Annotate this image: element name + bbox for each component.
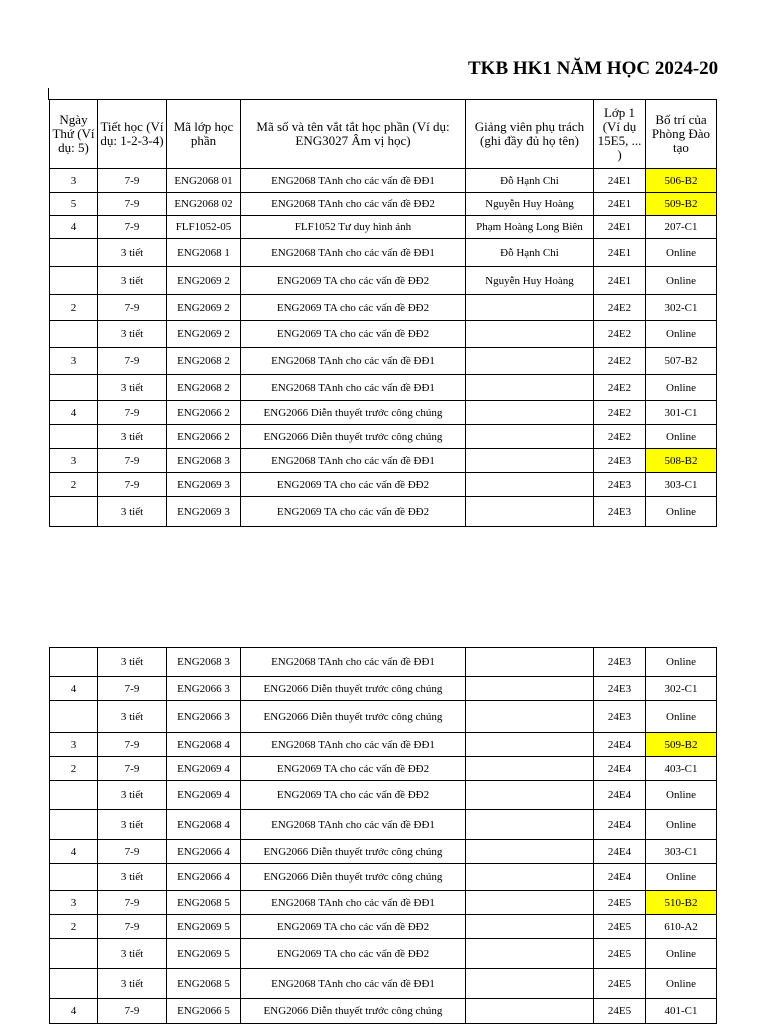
cell-course: FLF1052 Tư duy hình ảnh [241, 216, 466, 239]
cell-course: ENG2066 Diễn thuyết trước công chúng [241, 840, 466, 864]
cell-day [50, 239, 98, 267]
cell-class: 24E4 [594, 757, 646, 781]
table-row [50, 864, 717, 891]
header-class-code: Mã lớp học phần [167, 100, 241, 169]
table-row [50, 810, 717, 840]
cell-period: 3 tiết [98, 864, 167, 891]
cell-class-code: ENG2069 4 [167, 757, 241, 781]
cell-course: ENG2068 TAnh cho các vấn đề ĐĐ1 [241, 348, 466, 375]
cell-period: 7-9 [98, 216, 167, 239]
cell-room: Online [646, 321, 717, 348]
cell-lecturer [466, 348, 594, 375]
cell-room: 610-A2 [646, 915, 717, 939]
cell-course: ENG2069 TA cho các vấn đề ĐĐ2 [241, 781, 466, 810]
cell-lecturer [466, 781, 594, 810]
cell-day: 4 [50, 677, 98, 701]
cell-period: 3 tiết [98, 497, 167, 527]
cell-class: 24E4 [594, 840, 646, 864]
cell-day [50, 375, 98, 401]
cell-period: 3 tiết [98, 239, 167, 267]
cell-room: Online [646, 939, 717, 969]
cell-room: Online [646, 810, 717, 840]
cell-lecturer [466, 401, 594, 425]
cell-lecturer [466, 449, 594, 473]
cell-class-code: ENG2068 5 [167, 969, 241, 999]
table-row [50, 915, 717, 939]
table-row [50, 701, 717, 733]
header-day: Ngày Thứ (Ví dụ: 5) [50, 100, 98, 169]
header-row [50, 100, 717, 169]
cell-class-code: ENG2068 4 [167, 733, 241, 757]
cell-class-code: ENG2068 2 [167, 375, 241, 401]
cell-class: 24E3 [594, 701, 646, 733]
schedule-table-lower [49, 647, 717, 1024]
table-row [50, 939, 717, 969]
cell-class: 24E1 [594, 216, 646, 239]
cell-room: 207-C1 [646, 216, 717, 239]
cell-lecturer [466, 375, 594, 401]
table-row [50, 473, 717, 497]
table-row [50, 449, 717, 473]
cell-period: 3 tiết [98, 375, 167, 401]
cell-class: 24E1 [594, 169, 646, 193]
cell-course: ENG2069 TA cho các vấn đề ĐĐ2 [241, 267, 466, 295]
cell-class: 24E5 [594, 915, 646, 939]
cell-class: 24E2 [594, 348, 646, 375]
schedule-body-upper [50, 169, 717, 527]
cell-room: 301-C1 [646, 401, 717, 425]
cell-lecturer [466, 701, 594, 733]
cell-class: 24E5 [594, 969, 646, 999]
cell-period: 3 tiết [98, 810, 167, 840]
cell-class: 24E3 [594, 473, 646, 497]
cell-class-code: ENG2068 02 [167, 193, 241, 216]
cell-period: 7-9 [98, 193, 167, 216]
cell-class-code: ENG2069 5 [167, 915, 241, 939]
cell-course: ENG2066 Diễn thuyết trước công chúng [241, 677, 466, 701]
cell-lecturer [466, 321, 594, 348]
cell-course: ENG2068 TAnh cho các vấn đề ĐĐ1 [241, 449, 466, 473]
cell-course: ENG2068 TAnh cho các vấn đề ĐĐ1 [241, 239, 466, 267]
table-row [50, 999, 717, 1024]
cell-period: 7-9 [98, 891, 167, 915]
cell-period: 7-9 [98, 401, 167, 425]
cell-period: 7-9 [98, 999, 167, 1024]
cell-course: ENG2069 TA cho các vấn đề ĐĐ2 [241, 915, 466, 939]
cell-room: 509-B2 [646, 733, 717, 757]
cell-day: 3 [50, 891, 98, 915]
table-row [50, 401, 717, 425]
cell-class: 24E3 [594, 449, 646, 473]
cell-room: 303-C1 [646, 840, 717, 864]
header-class: Lớp 1 (Ví dụ 15E5, ... ) [594, 100, 646, 169]
cell-course: ENG2068 TAnh cho các vấn đề ĐĐ1 [241, 810, 466, 840]
cell-course: ENG2069 TA cho các vấn đề ĐĐ2 [241, 497, 466, 527]
cell-course: ENG2068 TAnh cho các vấn đề ĐĐ1 [241, 733, 466, 757]
table-row [50, 216, 717, 239]
cell-day [50, 810, 98, 840]
cell-lecturer [466, 999, 594, 1024]
cell-period: 7-9 [98, 169, 167, 193]
cell-course: ENG2069 TA cho các vấn đề ĐĐ2 [241, 295, 466, 321]
cell-period: 3 tiết [98, 321, 167, 348]
cell-day: 4 [50, 401, 98, 425]
cell-course: ENG2066 Diễn thuyết trước công chúng [241, 401, 466, 425]
cell-day: 3 [50, 348, 98, 375]
schedule-table-upper [49, 99, 717, 527]
header-course: Mã số và tên vắt tắt học phần (Ví dụ: ENG3027 Âm vị học) [241, 100, 466, 169]
table-row [50, 969, 717, 999]
table-row [50, 321, 717, 348]
cell-course: ENG2066 Diễn thuyết trước công chúng [241, 864, 466, 891]
cell-class: 24E3 [594, 677, 646, 701]
cell-course: ENG2069 TA cho các vấn đề ĐĐ2 [241, 939, 466, 969]
cell-class-code: ENG2068 01 [167, 169, 241, 193]
cell-course: ENG2066 Diễn thuyết trước công chúng [241, 999, 466, 1024]
cell-lecturer: Phạm Hoàng Long Biên [466, 216, 594, 239]
cell-lecturer: Đỗ Hạnh Chi [466, 239, 594, 267]
cell-class-code: ENG2066 2 [167, 425, 241, 449]
cell-class-code: ENG2069 3 [167, 497, 241, 527]
cell-day: 2 [50, 757, 98, 781]
cell-lecturer [466, 425, 594, 449]
cell-lecturer [466, 473, 594, 497]
schedule-body-lower [50, 648, 717, 1024]
header-period: Tiết học (Ví dụ: 1-2-3-4) [98, 100, 167, 169]
cell-day [50, 425, 98, 449]
cell-room: 302-C1 [646, 295, 717, 321]
header-room: Bố trí của Phòng Đào tạo [646, 100, 717, 169]
cell-class-code: FLF1052-05 [167, 216, 241, 239]
cell-class: 24E5 [594, 939, 646, 969]
cell-room: Online [646, 648, 717, 677]
cell-period: 3 tiết [98, 267, 167, 295]
cell-room: 303-C1 [646, 473, 717, 497]
cell-period: 7-9 [98, 915, 167, 939]
cell-class: 24E2 [594, 295, 646, 321]
cell-room: Online [646, 425, 717, 449]
table-row [50, 169, 717, 193]
cell-period: 3 tiết [98, 939, 167, 969]
cell-class: 24E3 [594, 648, 646, 677]
cell-day [50, 969, 98, 999]
table-row [50, 295, 717, 321]
cell-course: ENG2069 TA cho các vấn đề ĐĐ2 [241, 473, 466, 497]
cell-class-code: ENG2068 2 [167, 348, 241, 375]
cell-lecturer [466, 891, 594, 915]
cell-class-code: ENG2069 4 [167, 781, 241, 810]
cell-period: 7-9 [98, 348, 167, 375]
cell-period: 3 tiết [98, 781, 167, 810]
cell-room: Online [646, 239, 717, 267]
cell-period: 3 tiết [98, 701, 167, 733]
cell-day [50, 267, 98, 295]
cell-period: 7-9 [98, 733, 167, 757]
cell-period: 3 tiết [98, 648, 167, 677]
cell-room: Online [646, 375, 717, 401]
cell-class-code: ENG2066 2 [167, 401, 241, 425]
cell-day: 3 [50, 733, 98, 757]
cell-day [50, 864, 98, 891]
cell-lecturer: Đỗ Hạnh Chi [466, 169, 594, 193]
cell-lecturer [466, 295, 594, 321]
cell-period: 7-9 [98, 295, 167, 321]
table-row [50, 757, 717, 781]
cell-room: 508-B2 [646, 449, 717, 473]
cell-class: 24E5 [594, 999, 646, 1024]
cell-course: ENG2068 TAnh cho các vấn đề ĐĐ2 [241, 193, 466, 216]
cell-lecturer [466, 840, 594, 864]
table-row [50, 497, 717, 527]
cell-course: ENG2066 Diễn thuyết trước công chúng [241, 701, 466, 733]
cell-day: 2 [50, 915, 98, 939]
cell-lecturer [466, 969, 594, 999]
cell-class: 24E2 [594, 375, 646, 401]
cell-class: 24E4 [594, 781, 646, 810]
cell-class: 24E4 [594, 810, 646, 840]
cell-day: 2 [50, 295, 98, 321]
cell-class-code: ENG2066 3 [167, 677, 241, 701]
cell-room: 506-B2 [646, 169, 717, 193]
cell-course: ENG2068 TAnh cho các vấn đề ĐĐ1 [241, 169, 466, 193]
table-row [50, 375, 717, 401]
cell-class-code: ENG2069 2 [167, 295, 241, 321]
cell-room: Online [646, 497, 717, 527]
cell-room: Online [646, 781, 717, 810]
cell-class: 24E2 [594, 401, 646, 425]
table-row [50, 239, 717, 267]
cell-class-code: ENG2068 4 [167, 810, 241, 840]
cell-class: 24E5 [594, 891, 646, 915]
table-row [50, 267, 717, 295]
cell-class-code: ENG2068 3 [167, 648, 241, 677]
cell-class: 24E3 [594, 497, 646, 527]
cell-room: 509-B2 [646, 193, 717, 216]
cell-lecturer: Nguyễn Huy Hoàng [466, 193, 594, 216]
cell-day: 4 [50, 840, 98, 864]
cell-lecturer [466, 677, 594, 701]
cell-class: 24E4 [594, 864, 646, 891]
table-row [50, 348, 717, 375]
cell-class-code: ENG2069 3 [167, 473, 241, 497]
cell-class-code: ENG2069 2 [167, 267, 241, 295]
cell-period: 7-9 [98, 757, 167, 781]
table-row [50, 840, 717, 864]
cell-course: ENG2068 TAnh cho các vấn đề ĐĐ1 [241, 891, 466, 915]
cell-period: 7-9 [98, 473, 167, 497]
cell-class: 24E1 [594, 267, 646, 295]
cell-room: 403-C1 [646, 757, 717, 781]
cell-period: 7-9 [98, 840, 167, 864]
cell-class-code: ENG2068 1 [167, 239, 241, 267]
cell-day [50, 701, 98, 733]
cell-day: 2 [50, 473, 98, 497]
cell-room: Online [646, 864, 717, 891]
cell-room: 507-B2 [646, 348, 717, 375]
table-row [50, 677, 717, 701]
cell-class-code: ENG2066 5 [167, 999, 241, 1024]
cell-lecturer [466, 915, 594, 939]
cell-class: 24E2 [594, 321, 646, 348]
cell-room: Online [646, 267, 717, 295]
table-row [50, 648, 717, 677]
table-row [50, 891, 717, 915]
cell-day: 4 [50, 999, 98, 1024]
cell-class: 24E4 [594, 733, 646, 757]
table-row [50, 781, 717, 810]
cell-period: 3 tiết [98, 969, 167, 999]
cell-class: 24E2 [594, 425, 646, 449]
cell-lecturer [466, 757, 594, 781]
cell-class-code: ENG2068 5 [167, 891, 241, 915]
cell-class-code: ENG2066 4 [167, 840, 241, 864]
cell-day [50, 781, 98, 810]
cell-course: ENG2069 TA cho các vấn đề ĐĐ2 [241, 757, 466, 781]
cell-course: ENG2069 TA cho các vấn đề ĐĐ2 [241, 321, 466, 348]
cell-period: 3 tiết [98, 425, 167, 449]
cell-day [50, 321, 98, 348]
cell-class: 24E1 [594, 239, 646, 267]
cell-day [50, 648, 98, 677]
cell-period: 7-9 [98, 677, 167, 701]
cell-lecturer [466, 810, 594, 840]
cell-day [50, 497, 98, 527]
table-row [50, 733, 717, 757]
cell-course: ENG2068 TAnh cho các vấn đề ĐĐ1 [241, 375, 466, 401]
cell-lecturer [466, 497, 594, 527]
cell-class: 24E1 [594, 193, 646, 216]
cell-lecturer [466, 939, 594, 969]
cell-room: Online [646, 969, 717, 999]
cell-lecturer [466, 733, 594, 757]
cell-room: 401-C1 [646, 999, 717, 1024]
header-lecturer: Giảng viên phụ trách (ghi đầy đủ họ tên) [466, 100, 594, 169]
cell-lecturer [466, 648, 594, 677]
page-title: TKB HK1 NĂM HỌC 2024-20 [468, 58, 719, 79]
cell-period: 7-9 [98, 449, 167, 473]
cell-room: 302-C1 [646, 677, 717, 701]
cell-lecturer [466, 864, 594, 891]
cell-lecturer: Nguyễn Huy Hoàng [466, 267, 594, 295]
cell-day: 3 [50, 449, 98, 473]
cell-course: ENG2068 TAnh cho các vấn đề ĐĐ1 [241, 969, 466, 999]
cell-class-code: ENG2066 4 [167, 864, 241, 891]
cell-course: ENG2068 TAnh cho các vấn đề ĐĐ1 [241, 648, 466, 677]
cell-day [50, 939, 98, 969]
cell-class-code: ENG2069 5 [167, 939, 241, 969]
cell-day: 3 [50, 169, 98, 193]
cell-class-code: ENG2068 3 [167, 449, 241, 473]
cell-day: 5 [50, 193, 98, 216]
cell-room: 510-B2 [646, 891, 717, 915]
cell-class-code: ENG2066 3 [167, 701, 241, 733]
cell-room: Online [646, 701, 717, 733]
cell-course: ENG2066 Diễn thuyết trước công chúng [241, 425, 466, 449]
cell-class-code: ENG2069 2 [167, 321, 241, 348]
table-row [50, 193, 717, 216]
table-row [50, 425, 717, 449]
cell-day: 4 [50, 216, 98, 239]
